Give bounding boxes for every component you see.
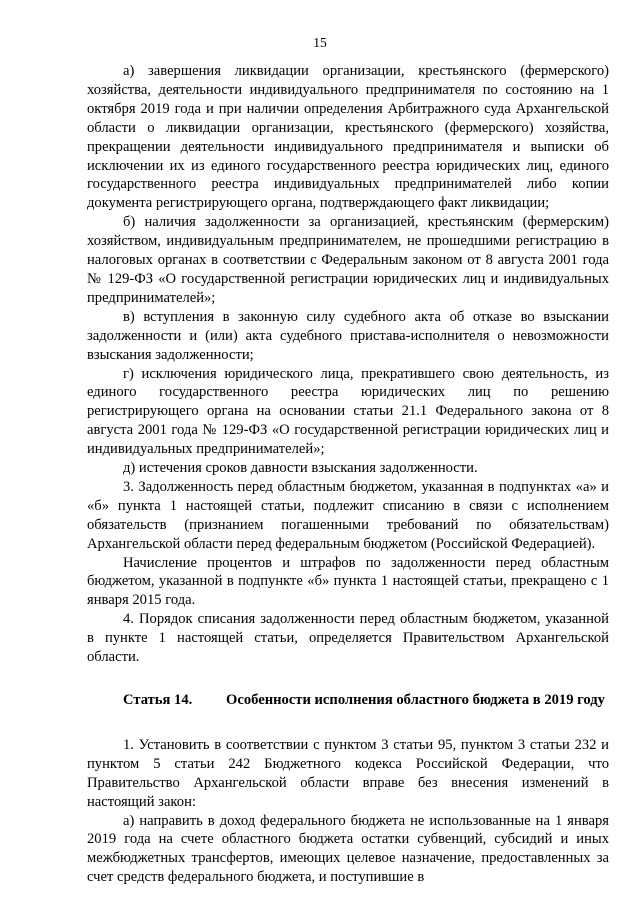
paragraph-article-14-item-1: 1. Установить в соответствии с пунктом 3 статьи 95, пунктом 3 статьи 232 и пунктом 5 статьи 242 Бюджетного кодекса Российской Федерации, что Правительство Архангельской области вправе без внесения изменений в настоящий закон: [87,736,609,810]
document-body [87,62,609,887]
paragraph-interest: Начисление процентов и штрафов по задолженности перед областным бюджетом, указанной в подпункте «б» пункта 1 настоящей статьи, прекращено с 1 января 2015 года. [87,554,609,609]
paragraph-article-14-a: а) направить в доход федерального бюджета не использованные на 1 января 2019 года на счете областного бюджета остатки субвенций, субсидий и иных межбюджетных трансфертов, имеющих целевое назначение, предоставленных за счет средств федерального бюджета, и поступившие в [87,812,609,886]
paragraph-v: в) вступления в законную силу судебного акта об отказе во взыскании задолженности и (или) акта судебного пристава-исполнителя о невозможности взыскания задолженности; [87,308,609,363]
article-title: Особенности исполнения областного бюджета в 2019 году [226,692,605,708]
paragraph-d: д) истечения сроков давности взыскания задолженности. [123,460,478,477]
paragraph-g: г) исключения юридического лица, прекратившего свою деятельность, из единого государственного реестра юридических лиц по решению регистрирующего органа на основании статьи 21.1 Федерального закона от 8 августа 2001 года № 129-ФЗ «О государственной регистрации юридических лиц и индивидуальных предпринимателей»; [87,365,609,458]
page-number: 15 [313,35,327,50]
paragraph-item-3: 3. Задолженность перед областным бюджетом, указанная в подпунктах «а» и «б» пункта 1 настоящей статьи, подлежит списанию в связи с исполнением обязательств (признанием погашенными требований по обязательствам) Архангельской области перед федеральным бюджетом (Российской Федерацией). [87,478,609,552]
article-heading [87,691,609,710]
article-number: Статья 14. [123,692,193,708]
paragraph-a: а) завершения ликвидации организации, крестьянского (фермерского) хозяйства, деятельности индивидуального предпринимателя по состоянию на 1 октября 2019 года и при наличии определения Арбитражного суда Архангельской области о ликвидации организации, крестьянского (фермерского) хозяйства, прекращении деятельности индивидуального предпринимателя и выписки об исключении их из единого государственного реестра юридических лиц, единого государственного реестра индивидуальных предпринимателей либо копии документа регистрирующего органа, подтверждающего факт ликвидации; [87,63,609,212]
paragraph-item-4: 4. Порядок списания задолженности перед областным бюджетом, указанной в пункте 1 настоящей статьи, определяется Правительством Архангельской области. [87,611,609,666]
paragraph-b: б) наличия задолженности за организацией, крестьянским (фермерским) хозяйством, индивидуальным предпринимателем, не прошедшими регистрацию в налоговых органах в соответствии с Федеральным законом от 8 августа 2001 года № 129-ФЗ «О государственной регистрации юридических лиц и индивидуальных предпринимателей»; [87,214,609,306]
